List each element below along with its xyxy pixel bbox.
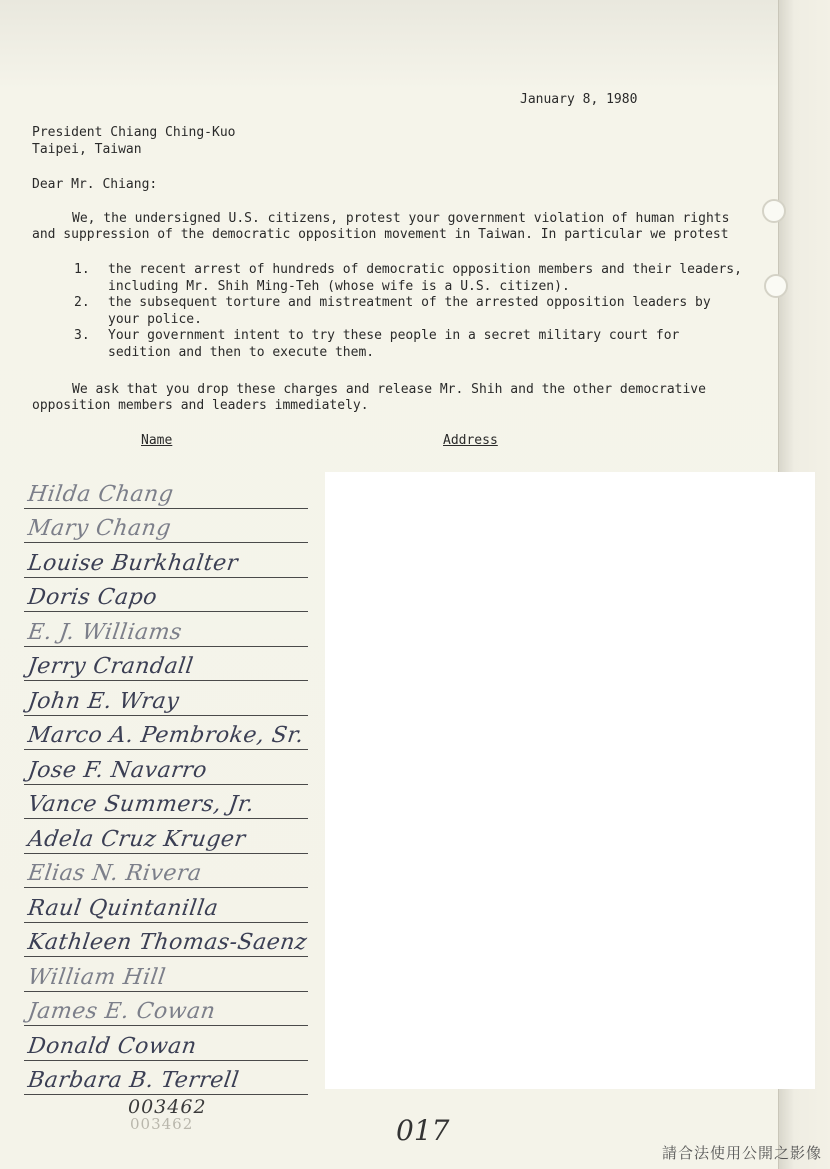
signature-row (24, 785, 308, 819)
signature-row (24, 612, 308, 647)
signature-row (24, 716, 308, 750)
signature-row (24, 681, 308, 716)
page-number: 017 (396, 1114, 450, 1147)
signature-row (24, 509, 308, 543)
signature: Raul Quintanilla (26, 896, 220, 921)
signature: Mary Chang (26, 516, 173, 541)
redacted-address-block (325, 472, 815, 1089)
salutation: Dear Mr. Chiang: (32, 177, 158, 192)
signature: Elias N. Rivera (26, 861, 204, 886)
signature-row (24, 819, 308, 854)
signature-row (24, 578, 308, 612)
signature: Adela Cruz Kruger (26, 827, 248, 852)
signature-row (24, 923, 308, 957)
signature-row (24, 992, 308, 1026)
list-item (74, 328, 748, 361)
recipient-name: President Chiang Ching-Kuo (32, 125, 236, 140)
protest-list (74, 262, 748, 361)
list-text: Your government intent to try these people in a secret military court for sedition and then to execute them. (108, 328, 680, 360)
punch-hole-bottom (764, 274, 788, 298)
list-item (74, 295, 748, 328)
signature-row (24, 1061, 308, 1095)
signature-row (24, 647, 308, 681)
signature: Donald Cowan (26, 1034, 199, 1059)
signature-row (24, 543, 308, 578)
signature-list (24, 474, 308, 1095)
signature: Kathleen Thomas-Saenz (26, 930, 309, 955)
recipient-location: Taipei, Taiwan (32, 142, 142, 157)
signature: Marco A. Pembroke, Sr. (26, 723, 306, 748)
address-column-header: Address (443, 433, 498, 448)
signature: William Hill (26, 965, 168, 990)
signature-row (24, 474, 308, 509)
document-number-stamp: 003462 (130, 1115, 194, 1133)
signature-row (24, 750, 308, 785)
signature: E. J. Williams (26, 620, 184, 645)
intro-paragraph: We, the undersigned U.S. citizens, protest your government violation of human rights and suppression of the democratic opposition movement in Taiwan. In particular we protest (32, 211, 730, 242)
signature-row (24, 888, 308, 923)
list-number: 3. (74, 328, 90, 343)
signature-row (24, 854, 308, 888)
list-number: 1. (74, 262, 90, 277)
signature: Barbara B. Terrell (26, 1068, 241, 1093)
document-number: 003462 (128, 1096, 207, 1118)
list-text: the subsequent torture and mistreatment of the arrested opposition leaders by your police. (108, 295, 711, 327)
list-number: 2. (74, 295, 90, 310)
name-column-header: Name (141, 433, 173, 448)
signature: Jerry Crandall (26, 654, 195, 679)
closing-paragraph: We ask that you drop these charges and release Mr. Shih and the other democrative opposition members and leaders immediately. (32, 382, 706, 413)
list-item (74, 262, 748, 295)
signature: Hilda Chang (26, 482, 176, 507)
signature: Vance Summers, Jr. (26, 792, 256, 817)
letter-date: January 8, 1980 (520, 92, 638, 107)
list-text: the recent arrest of hundreds of democratic opposition members and their leaders, including Mr. Shih Ming-Teh (whose wife is a U.S. citizen). (108, 262, 742, 294)
signature: Louise Burkhalter (26, 551, 240, 576)
signature-row (24, 1026, 308, 1061)
signature: Jose F. Navarro (26, 758, 209, 783)
archive-watermark: 請合法使用公開之影像 (661, 1144, 822, 1162)
signature: John E. Wray (26, 689, 181, 714)
signature: James E. Cowan (26, 999, 218, 1024)
signature: Doris Capo (26, 585, 159, 610)
signature-row (24, 957, 308, 992)
punch-hole-top (762, 199, 786, 223)
